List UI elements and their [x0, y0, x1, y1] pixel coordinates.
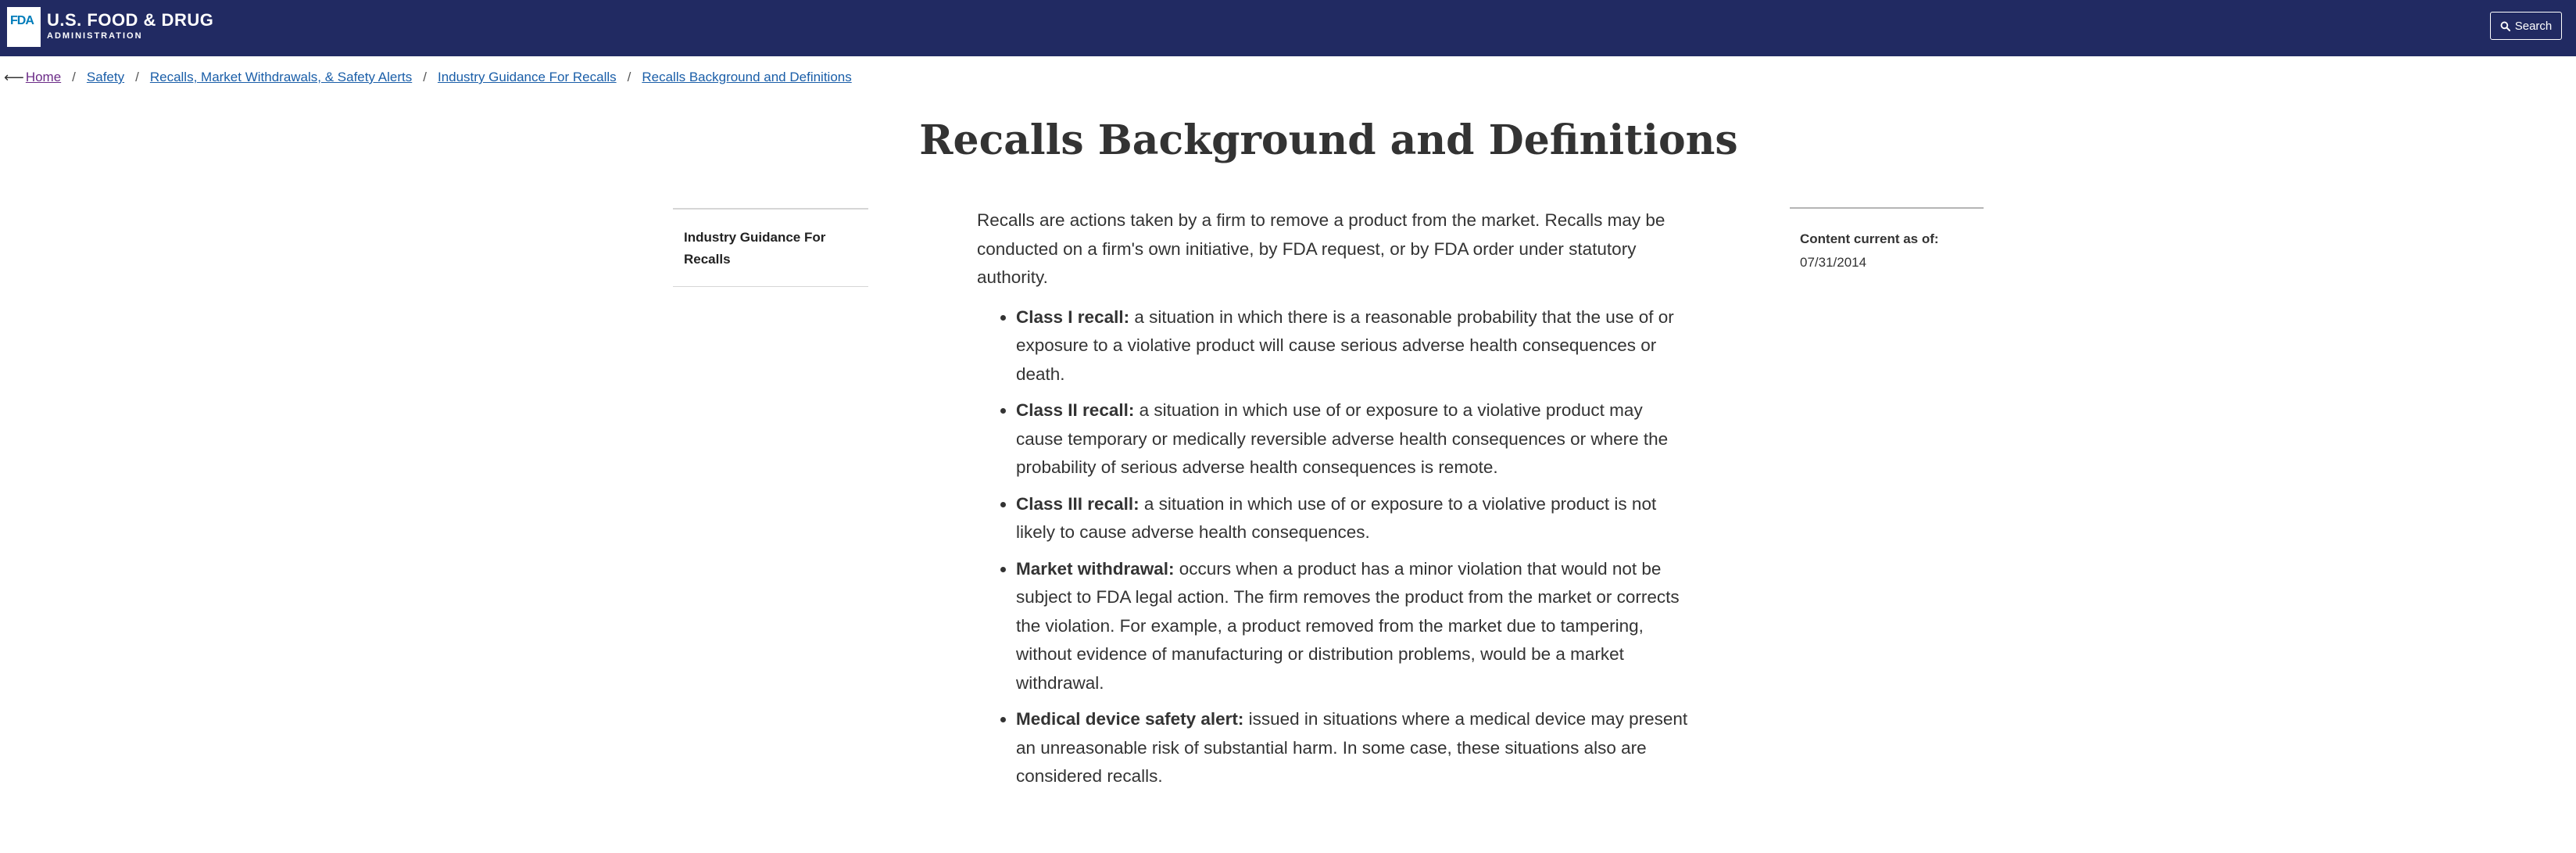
breadcrumb-home[interactable]: Home: [25, 70, 62, 84]
definitions-list: [977, 303, 1688, 791]
breadcrumb-current-page[interactable]: Recalls Background and Definitions: [642, 70, 852, 84]
definition-text: a situation in which use of or exposure to a violative product is not likely to cause adverse health consequences.: [1016, 493, 1657, 542]
definition-item: [1016, 490, 1688, 547]
breadcrumb-separator: /: [135, 70, 139, 84]
back-arrow-icon: ⟵: [4, 70, 24, 85]
search-label: Search: [2514, 19, 2553, 33]
definition-text: a situation in which use of or exposure to a violative product may cause temporary or medically reversible adverse health consequences or where the probability of serious adverse health consequences is remote.: [1016, 400, 1669, 477]
definition-item: [1016, 303, 1688, 389]
definition-term: Market withdrawal:: [1016, 558, 1175, 579]
definition-term: Class II recall:: [1016, 400, 1135, 420]
logo-wordmark[interactable]: [47, 10, 213, 41]
definition-item: [1016, 555, 1688, 698]
fda-logo[interactable]: [7, 7, 41, 47]
main-content: [977, 206, 1688, 799]
breadcrumb: [4, 69, 852, 86]
breadcrumb-separator: /: [72, 70, 76, 84]
definition-term: Medical device safety alert:: [1016, 709, 1244, 729]
definition-term: Class III recall:: [1016, 493, 1140, 514]
content-current-label: Content current as of:: [1800, 231, 1939, 246]
definition-item: [1016, 705, 1688, 791]
logo-abbr: FDA: [10, 14, 34, 27]
logo-line2: ADMINISTRATION: [47, 31, 143, 41]
site-header: [0, 0, 2576, 56]
breadcrumb-separator: /: [627, 70, 631, 84]
breadcrumb-industry-guidance[interactable]: Industry Guidance For Recalls: [437, 70, 617, 84]
page-title: Recalls Background and Definitions: [919, 116, 1738, 164]
definition-term: Class I recall:: [1016, 306, 1130, 327]
breadcrumb-recalls[interactable]: Recalls, Market Withdrawals, & Safety Alerts: [149, 70, 413, 84]
search-icon: [2500, 21, 2510, 31]
definition-text: a situation in which there is a reasonable probability that the use of or exposure to a violative product will cause serious adverse health consequences or death.: [1016, 306, 1674, 384]
left-nav: [673, 208, 868, 287]
intro-paragraph: Recalls are actions taken by a firm to remove a product from the market. Recalls may be conducted on a firm's own initiative, by FDA request, or by FDA order under statutory authority.: [977, 210, 1665, 287]
definition-text: issued in situations where a medical device may present an unreasonable risk of substantial harm. In some case, these situations also are considered recalls.: [1016, 709, 1688, 786]
search-button[interactable]: [2490, 12, 2562, 40]
content-current-date: 07/31/2014: [1800, 255, 1867, 270]
logo-line1: U.S. FOOD & DRUG: [47, 10, 214, 30]
content-date-box: [1790, 207, 1984, 273]
definition-text: occurs when a product has a minor violation that would not be subject to FDA legal action. The firm removes the product from the market or corrects the violation. For example, a product removed from the market due to tampering, without evidence of manufacturing or distribution problems, would be a market withdrawal.: [1016, 558, 1680, 693]
breadcrumb-safety[interactable]: Safety: [86, 70, 125, 84]
breadcrumb-separator: /: [423, 70, 427, 84]
definition-item: [1016, 396, 1688, 482]
left-nav-link-industry-guidance[interactable]: Industry Guidance For Recalls: [684, 230, 826, 267]
